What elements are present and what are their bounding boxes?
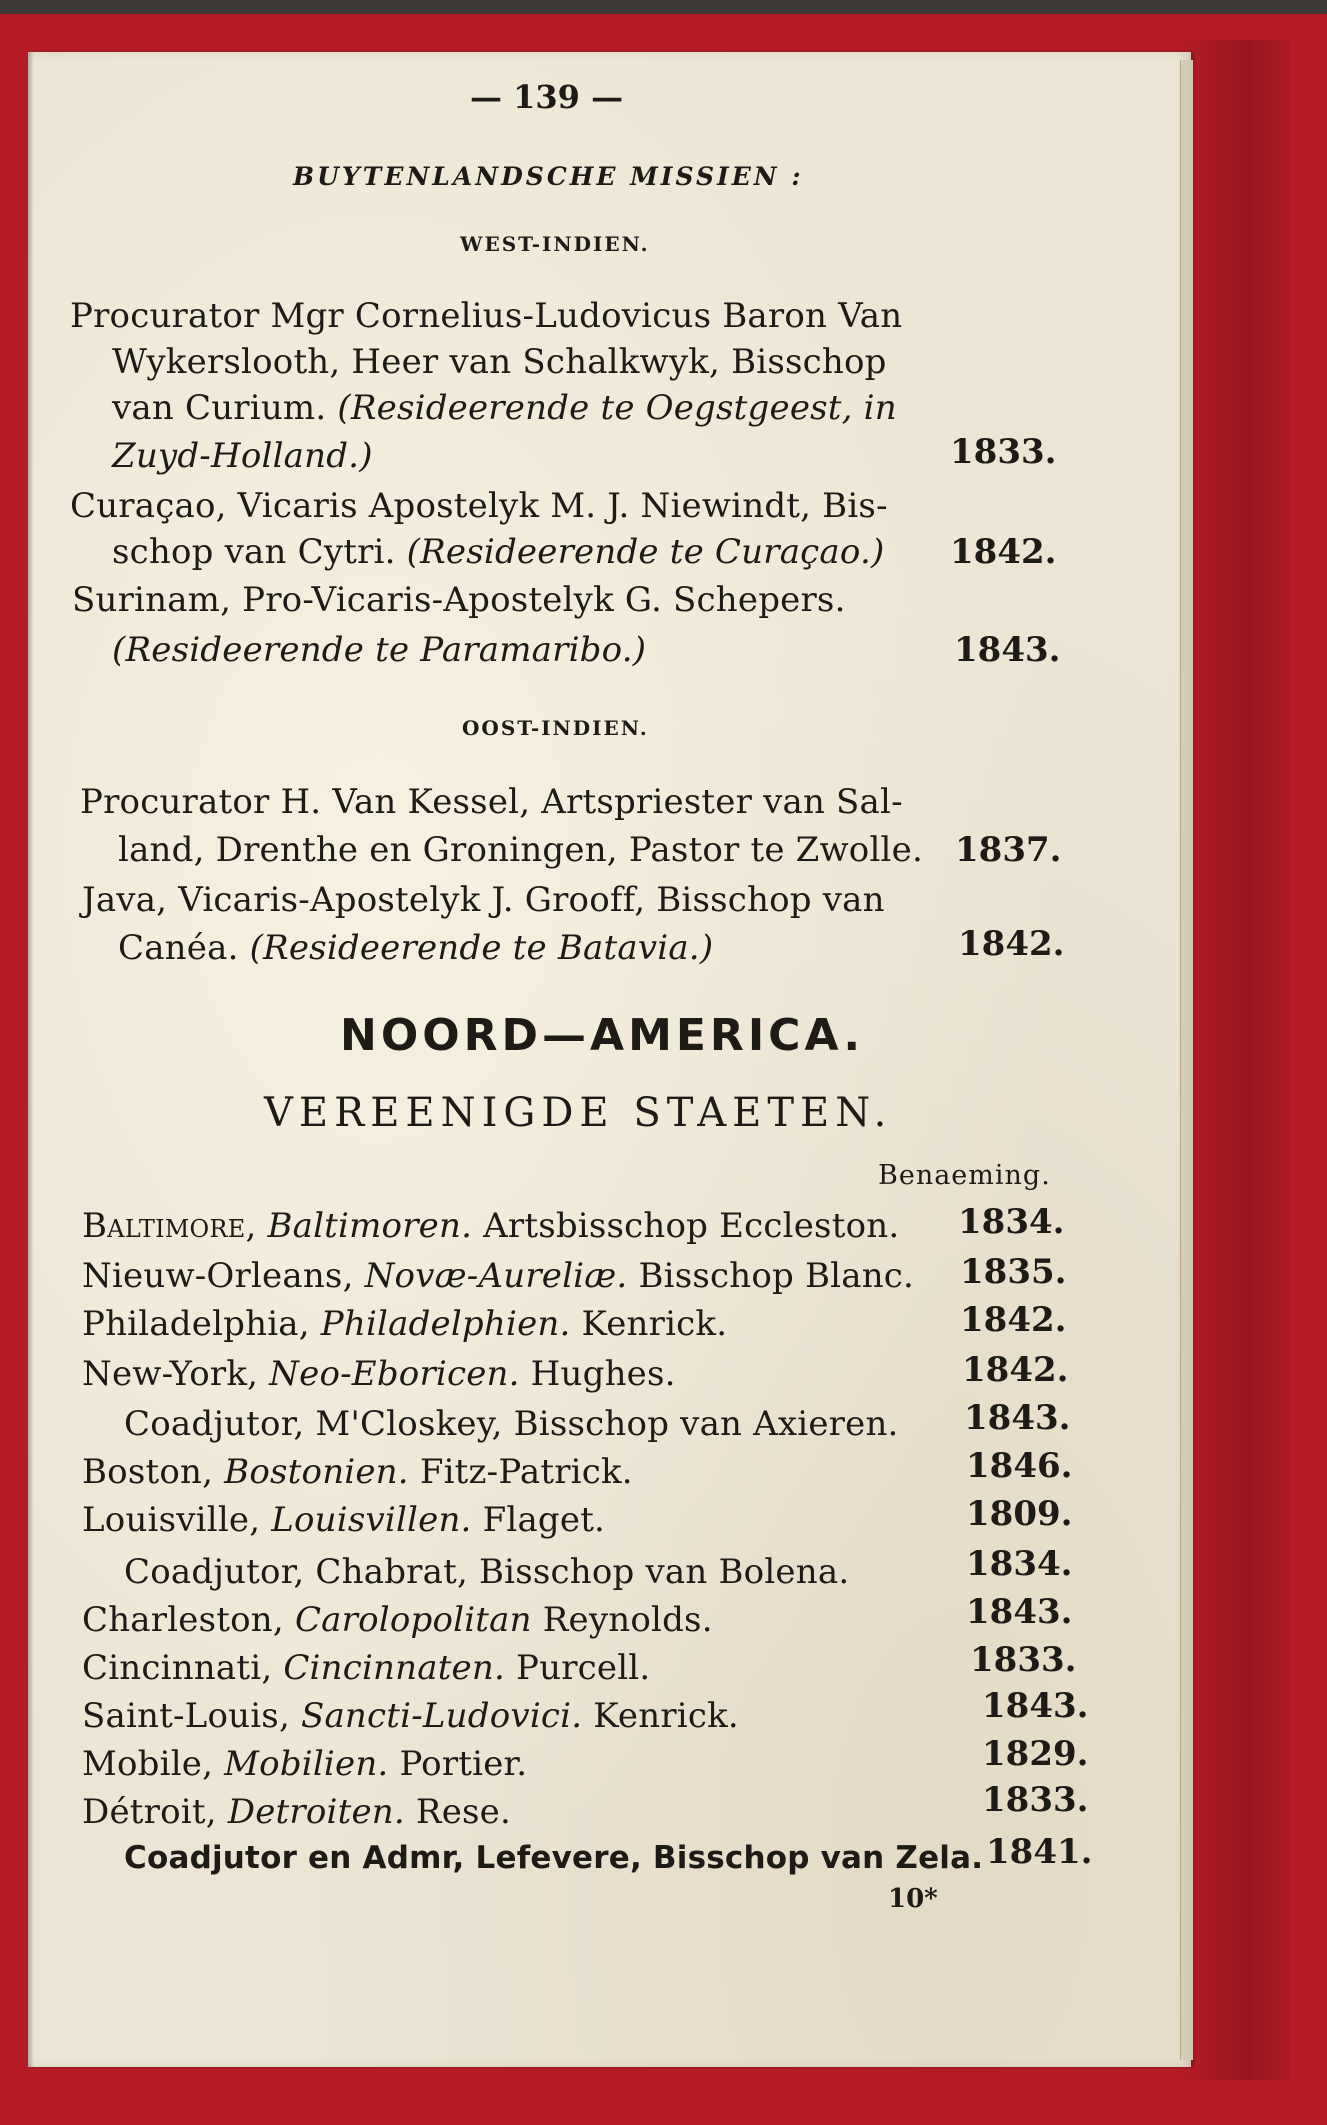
year: 1833.	[982, 1780, 1089, 1820]
page-gutter-shadow	[28, 52, 34, 2067]
cover-top-edge	[0, 0, 1327, 14]
year: 1809.	[966, 1494, 1073, 1534]
text-line: Procurator Mgr Cornelius-Ludovicus Baron Van	[70, 296, 903, 336]
coadjutor-entry: Coadjutor en Admr, Lefevere, Bisschop van Zela.	[124, 1840, 984, 1876]
diocese-entry: Boston, Bostonien. Fitz-Patrick.	[82, 1452, 633, 1492]
year: 1846.	[966, 1446, 1073, 1486]
text-line: van Curium. (Resideerende te Oegstgeest, in	[112, 388, 897, 428]
diocese-entry: Louisville, Louisvillen. Flaget.	[82, 1500, 606, 1540]
year: 1842.	[960, 1300, 1067, 1340]
text-line: land, Drenthe en Groningen, Pastor te Zwolle.	[118, 830, 923, 870]
noord-america-heading: NOORD—AMERICA.	[340, 1010, 865, 1061]
text-line: Canéa. (Resideerende te Batavia.)	[118, 928, 714, 968]
year: 1833.	[970, 1640, 1077, 1680]
diocese-entry: Nieuw-Orleans, Novæ-Aureliæ. Bisschop Blanc.	[82, 1256, 915, 1296]
year: 1843.	[966, 1592, 1073, 1632]
diocese-entry: New-York, Neo-Eboricen. Hughes.	[82, 1354, 676, 1394]
diocese-entry: Philadelphia, Philadelphien. Kenrick.	[82, 1304, 728, 1344]
text-line: Java, Vicaris-Apostelyk J. Grooff, Bisschop van	[82, 880, 885, 920]
cover-shadow	[1180, 40, 1290, 2080]
text-line: (Resideerende te Paramaribo.)	[112, 630, 647, 670]
coadjutor-entry: Coadjutor, Chabrat, Bisschop van Bolena.	[124, 1552, 850, 1592]
year: 1835.	[960, 1252, 1067, 1292]
diocese-entry: Saint-Louis, Sancti-Ludovici. Kenrick.	[82, 1696, 739, 1736]
west-indien-heading: WEST-INDIEN.	[460, 232, 650, 256]
year: 1837.	[955, 830, 1062, 870]
coadjutor-entry: Coadjutor, M'Closkey, Bisschop van Axieren.	[124, 1404, 899, 1444]
signature-mark: 10*	[888, 1884, 938, 1914]
benaeming-label: Benaeming.	[878, 1160, 1051, 1191]
section-title: BUYTENLANDSCHE MISSIEN :	[293, 162, 804, 191]
year: 1842.	[958, 924, 1065, 964]
year: 1834.	[958, 1202, 1065, 1242]
year: 1842.	[950, 532, 1057, 572]
year: 1843.	[954, 630, 1061, 670]
year: 1841.	[986, 1832, 1093, 1872]
year: 1834.	[966, 1544, 1073, 1584]
text-line: schop van Cytri. (Resideerende te Curaçao.)	[112, 532, 885, 572]
text-line: Surinam, Pro-Vicaris-Apostelyk G. Schepers.	[72, 580, 846, 620]
diocese-entry: Mobile, Mobilien. Portier.	[82, 1744, 528, 1784]
page-number: — 139 —	[470, 78, 624, 116]
text-line: Zuyd-Holland.)	[112, 436, 373, 476]
year: 1843.	[964, 1398, 1071, 1438]
year: 1843.	[982, 1686, 1089, 1726]
oost-indien-heading: OOST-INDIEN.	[462, 716, 649, 740]
year: 1833.	[950, 432, 1057, 472]
diocese-entry: Charleston, Carolopolitan Reynolds.	[82, 1600, 713, 1640]
diocese-entry: Cincinnati, Cincinnaten. Purcell.	[82, 1648, 651, 1688]
text-line: Procurator H. Van Kessel, Artspriester van Sal-	[80, 782, 903, 822]
diocese-entry: Détroit, Detroiten. Rese.	[82, 1792, 511, 1832]
text-line: Wykerslooth, Heer van Schalkwyk, Bisschop	[112, 342, 887, 382]
year: 1842.	[962, 1350, 1069, 1390]
year: 1829.	[982, 1734, 1089, 1774]
vereenigde-staeten-heading: VEREENIGDE STAETEN.	[264, 1090, 893, 1136]
text-line: Curaçao, Vicaris Apostelyk M. J. Niewindt, Bis-	[70, 486, 888, 526]
diocese-entry: Baltimore, Baltimoren. Artsbisschop Eccleston.	[82, 1206, 900, 1246]
